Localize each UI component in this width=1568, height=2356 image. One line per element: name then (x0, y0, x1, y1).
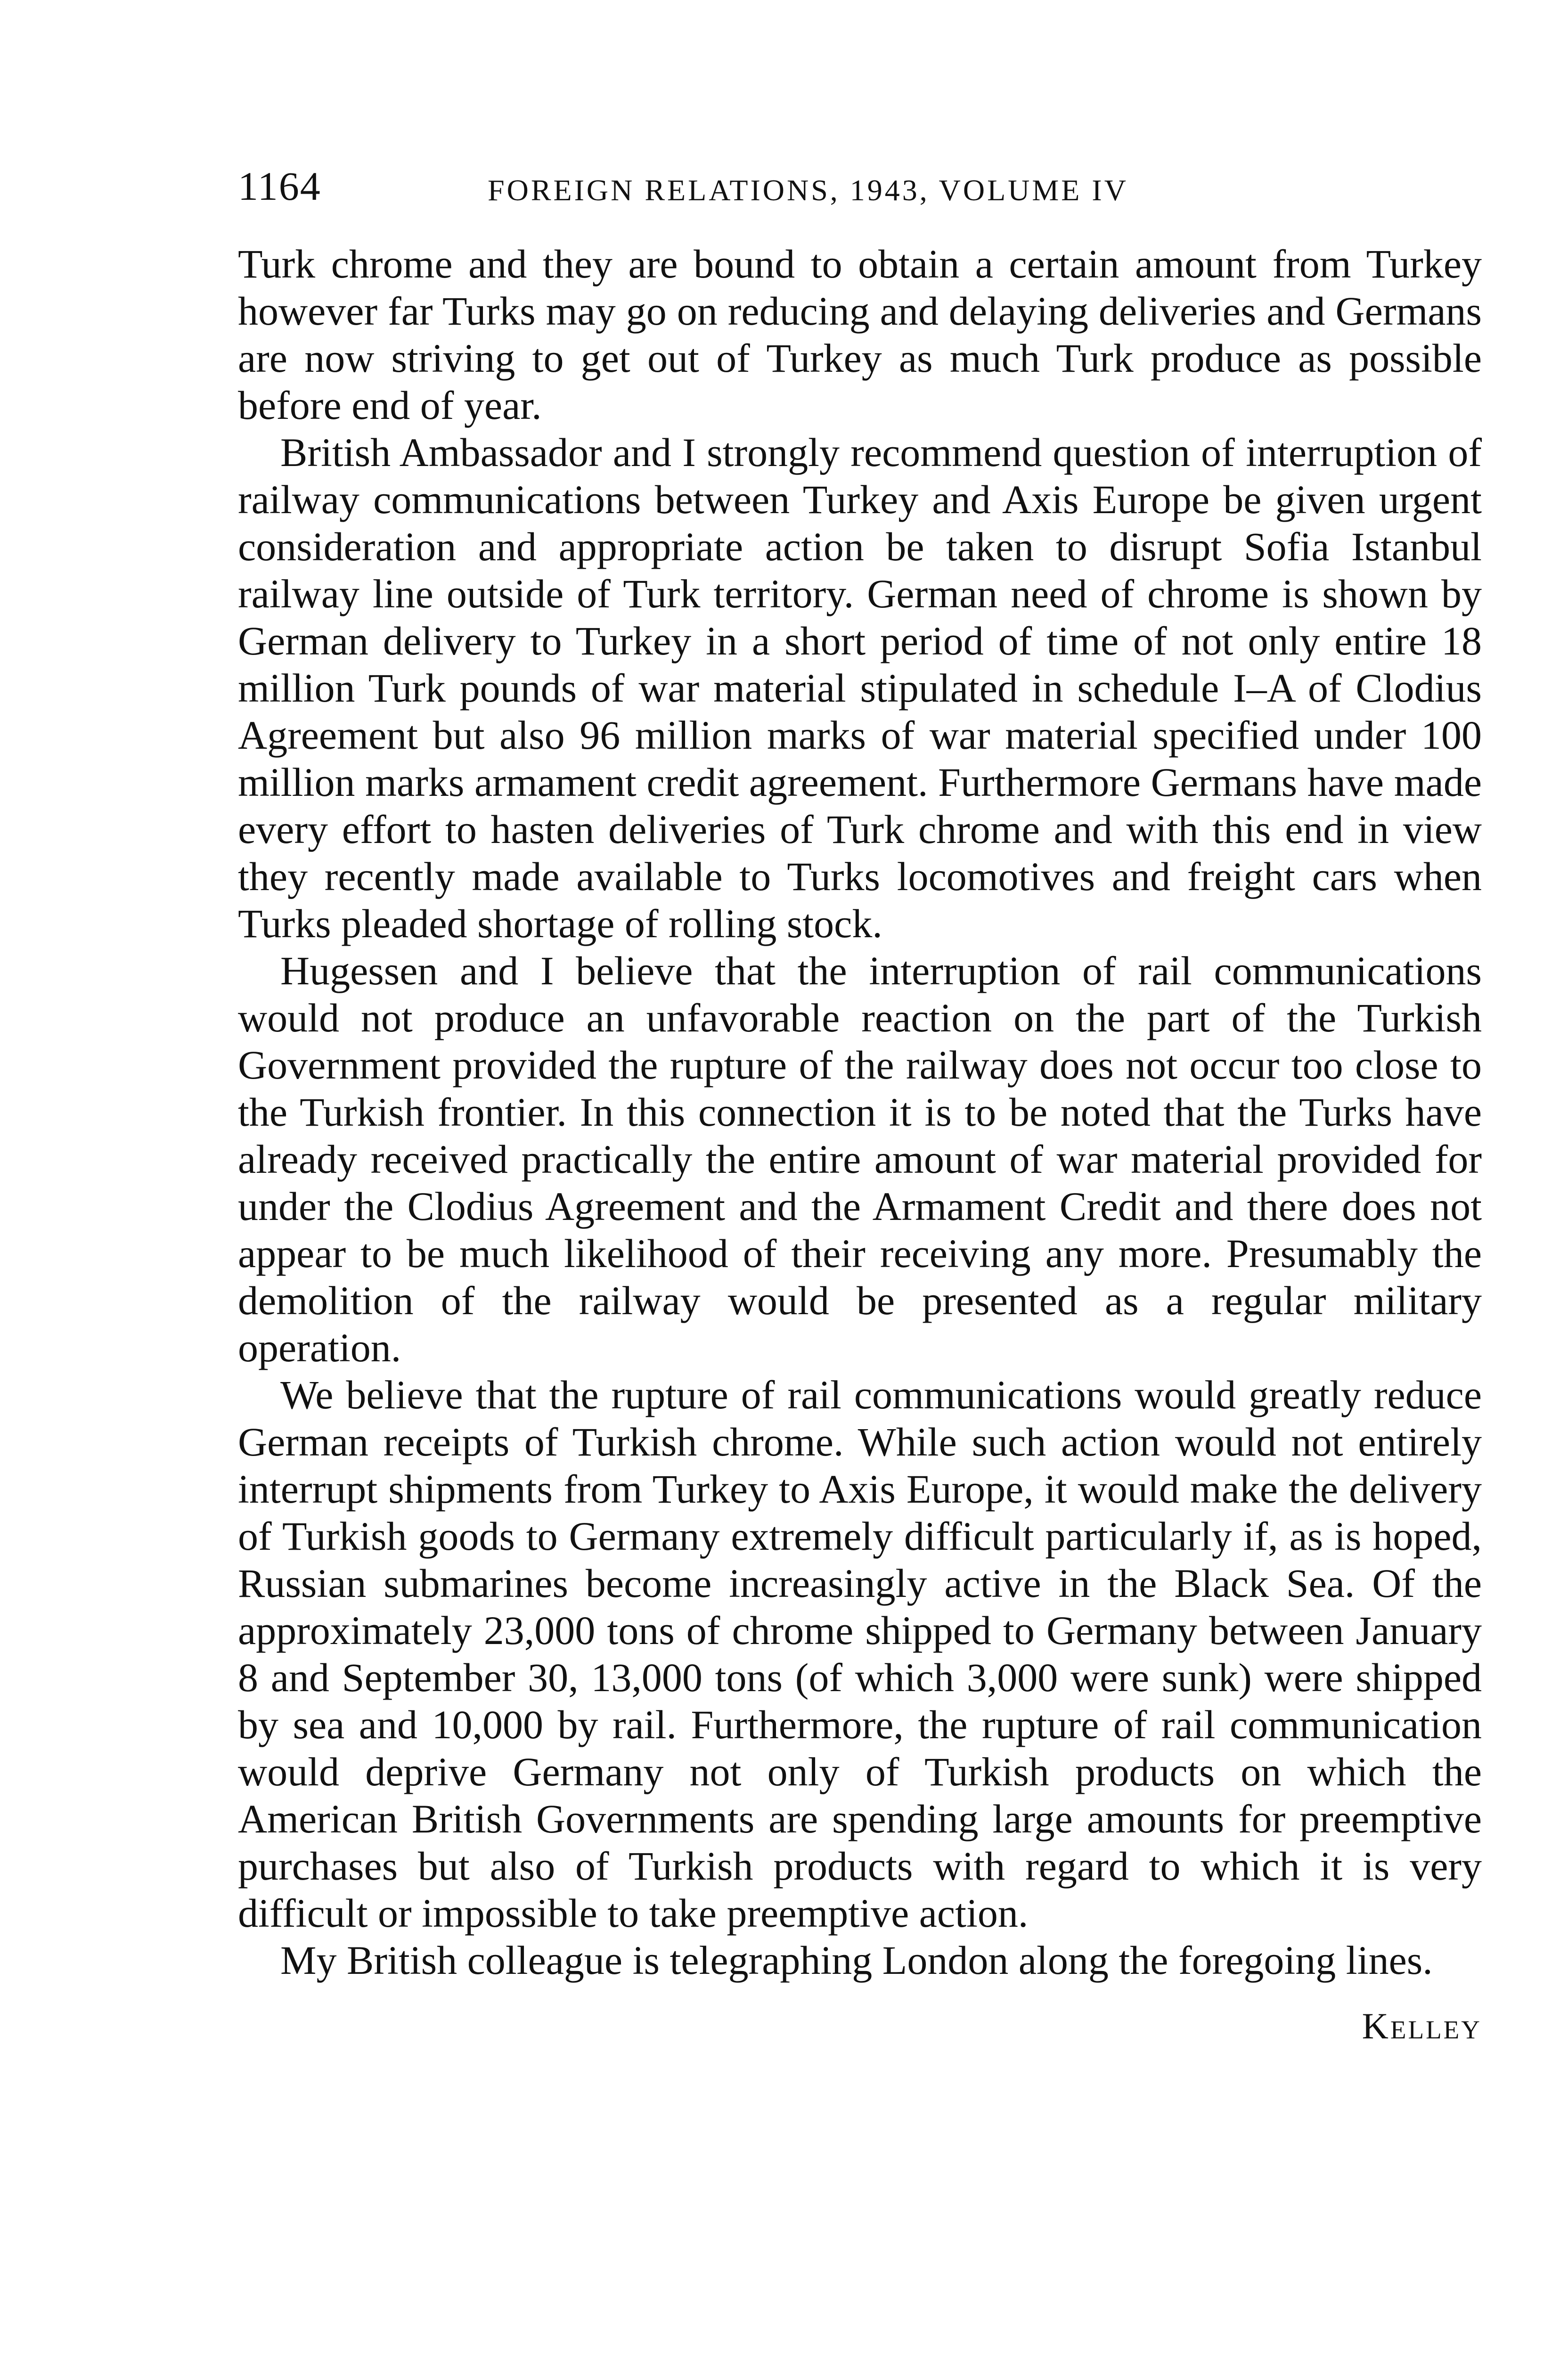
paragraph-british-colleague: My British colleague is telegraphing London along the foregoing lines. (280, 1938, 1433, 1983)
signature: Kelley (1362, 2005, 1482, 2046)
paragraph-turkish-reaction: Hugessen and I believe that the interruption of rail communications would not produce an unfavorable reaction on the part of the Turkish Government provided the rupture of the railway does not occur too close to the Turkish frontier. In this connection it is to be noted that the Turks have already received practically the entire amount of war material provided for under the Clodius Agreement and the Armament Credit and there does not appear to be much likelihood of their receiving any more. Presumably the demolition of the railway would be presented as a regular military operation. (238, 948, 1482, 1370)
page-number: 1164 (238, 164, 321, 209)
paragraph-chrome-shipments: We believe that the rupture of rail communications would greatly reduce German receipts of Turkish chrome. While such action would not entirely interrupt shipments from Turkey to Axis Europe, it would make the delivery of Turkish goods to Germany extremely difficult particularly if, as is hoped, Russian submarines become increasingly active in the Black Sea. Of the approximately 23,000 tons of chrome shipped to Germany between January 8 and September 30, 13,000 tons (of which 3,000 were sunk) were shipped by sea and 10,000 by rail. Furthermore, the rupture of rail communication would deprive Germany not only of Turkish products on which the American British Governments are spending large amounts for preemptive purchases but also of Turkish products with regard to which it is very difficult or impossible to take preemptive action. (238, 1372, 1482, 1936)
running-head: FOREIGN RELATIONS, 1943, VOLUME IV (488, 173, 1128, 207)
page-header (238, 163, 1482, 214)
paragraph-recommendation: British Ambassador and I strongly recommend question of interruption of railway communications between Turkey and Axis Europe be given urgent consideration and appropriate action be taken to disrupt Sofia Istanbul railway line outside of Turk territory. German need of chrome is shown by German delivery to Turkey in a short period of time of not only entire 18 million Turk pounds of war material stipulated in schedule I–A of Clodius Agreement but also 96 million marks of war material specified under 100 million marks armament credit agreement. Furthermore Germans have made every effort to hasten deliveries of Turk chrome and with this end in view they recently made available to Turks locomotives and freight cars when Turks pleaded shortage of rolling stock. (238, 430, 1482, 946)
paragraph-continuation: Turk chrome and they are bound to obtain a certain amount from Turkey however far Turks may go on reducing and delaying deliveries and Germans are now striving to get out of Turkey as much Turk produce as possible before end of year. (238, 241, 1482, 428)
document-body (238, 240, 1482, 2050)
